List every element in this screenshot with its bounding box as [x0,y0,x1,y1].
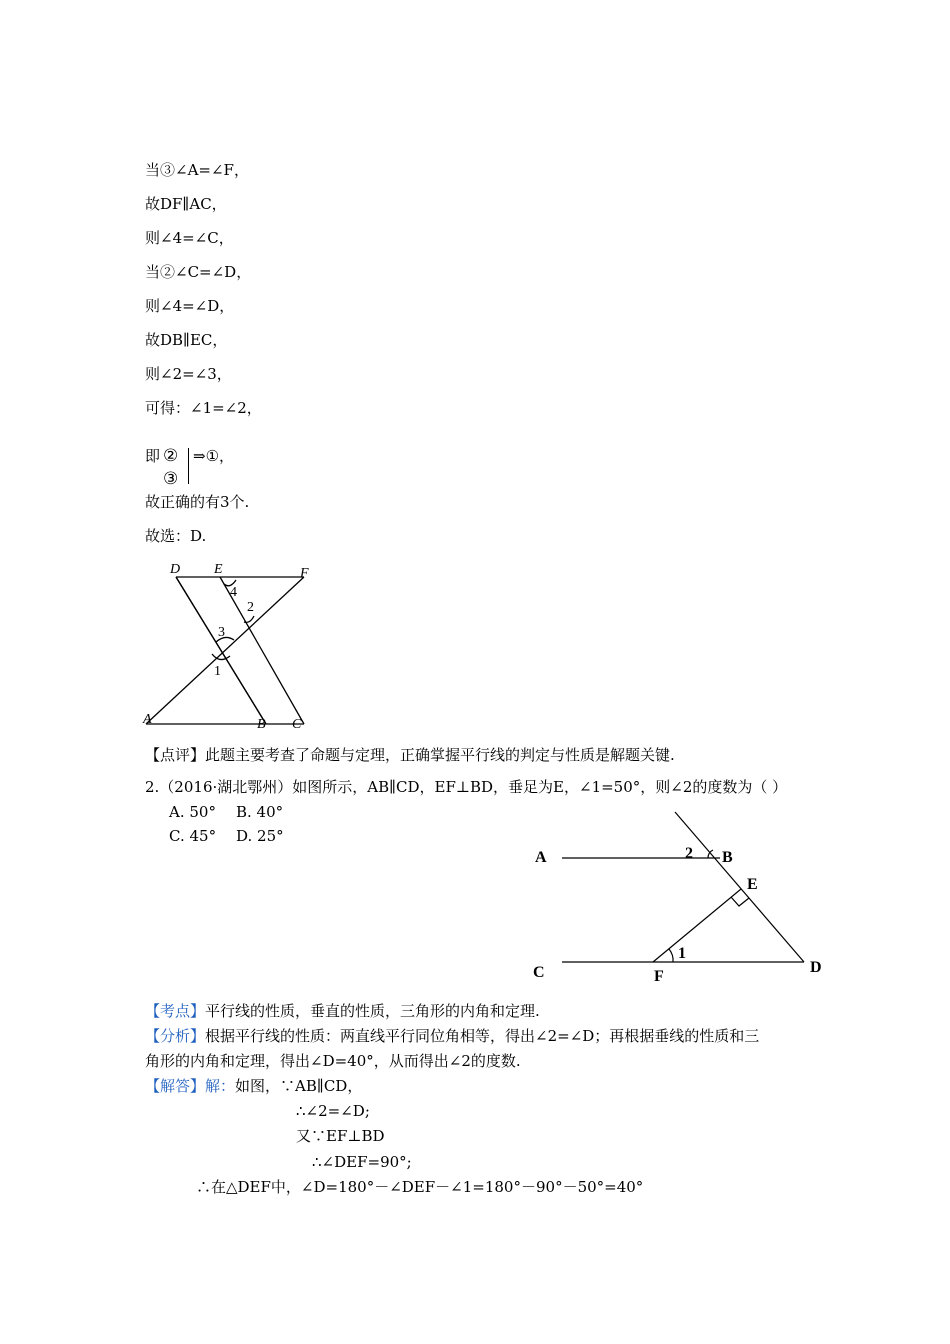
kaodian-tag: 【考点】 [145,1002,206,1020]
fig1-label-4: 4 [230,585,237,600]
fig1-label-A: A [143,712,152,727]
line-BD [675,812,804,962]
jieda-intro: 解： [205,1077,236,1095]
jieda-final: ∴在△DEF中，∠D=180°－∠DEF－∠1=180°－90°－50°=40° [196,1178,644,1196]
fig2-label-1: 1 [678,945,686,962]
jieda-line1 [145,1076,362,1096]
option-d: D. 25° [236,827,284,845]
fig2-label-D: D [810,959,822,976]
fig2-label-A: A [535,849,547,866]
fenxi-tag: 【分析】 [145,1027,206,1045]
line-FE [653,889,741,962]
proof-line: 当③∠A=∠F， [145,161,249,179]
proof-line: 当②∠C=∠D， [145,263,252,281]
fig1-label-F: F [300,566,309,581]
option-c: C. 45° [169,827,217,845]
proof-line: 故DF∥AC， [145,195,227,213]
fig1-label-3: 3 [218,625,225,640]
fig1-label-1: 1 [214,664,221,679]
implication-prefix: 即 [145,447,161,465]
comment [145,745,675,765]
proof-line: 可得：∠1=∠2， [145,399,262,417]
implication-bottom: ③ [163,469,179,489]
answer-line: 故选：D. [145,527,207,545]
proof-line: 则∠4=∠C， [145,229,234,247]
kaodian [145,1001,540,1021]
proof-line: 则∠2=∠3， [145,365,232,383]
comment-text: 此题主要考查了命题与定理，正确掌握平行线的判定与性质是解题关键. [205,746,675,764]
jieda-step: ∴∠2=∠D; [296,1102,370,1120]
right-angle-mark [731,897,749,906]
fig1-label-E: E [214,562,223,577]
fig1-label-C: C [292,717,302,732]
fig1-label-D: D [170,562,181,577]
proof-line: 故DB∥EC， [145,331,228,349]
angle-1-arc [669,949,673,962]
jieda-step: ∴∠DEF=90°; [312,1153,412,1171]
fig1-label-B: B [257,717,266,732]
jieda-tag: 【解答】 [145,1077,206,1095]
fenxi-line2: 角形的内角和定理，得出∠D=40°，从而得出∠2的度数. [145,1052,521,1070]
kaodian-text: 平行线的性质，垂直的性质，三角形的内角和定理. [205,1002,540,1020]
option-b: B. 40° [236,803,284,821]
comment-tag: 【点评】 [145,746,206,764]
option-a: A. 50° [169,803,216,821]
proof-line: 则∠4=∠D， [145,297,235,315]
fig2-label-B: B [722,849,733,866]
fig2-label-E: E [747,876,758,893]
figure-1 [140,558,320,733]
fenxi-text-1: 根据平行线的性质：两直线平行同位角相等，得出∠2=∠D；再根据垂线的性质和三 [205,1027,760,1045]
fig1-label-2: 2 [247,600,254,615]
implication-result: ⇒①， [193,447,235,465]
line-AF [146,577,304,724]
fig2-label-C: C [533,964,545,981]
count-line: 故正确的有3个. [145,493,250,511]
figure-2 [520,800,840,990]
question2-stem: 2.（2016·湖北鄂州）如图所示，AB∥CD，EF⊥BD，垂足为E，∠1=50°，则∠2的度数为（ ） [145,778,788,796]
jieda-step: 又∵EF⊥BD [296,1127,385,1145]
implication-top: ② [163,446,179,466]
implication-brace [184,448,189,484]
jieda-first: 如图，∵AB∥CD， [235,1077,363,1095]
fig2-label-2: 2 [685,845,693,862]
fig2-label-F: F [654,968,664,985]
fenxi-line1 [145,1026,759,1046]
